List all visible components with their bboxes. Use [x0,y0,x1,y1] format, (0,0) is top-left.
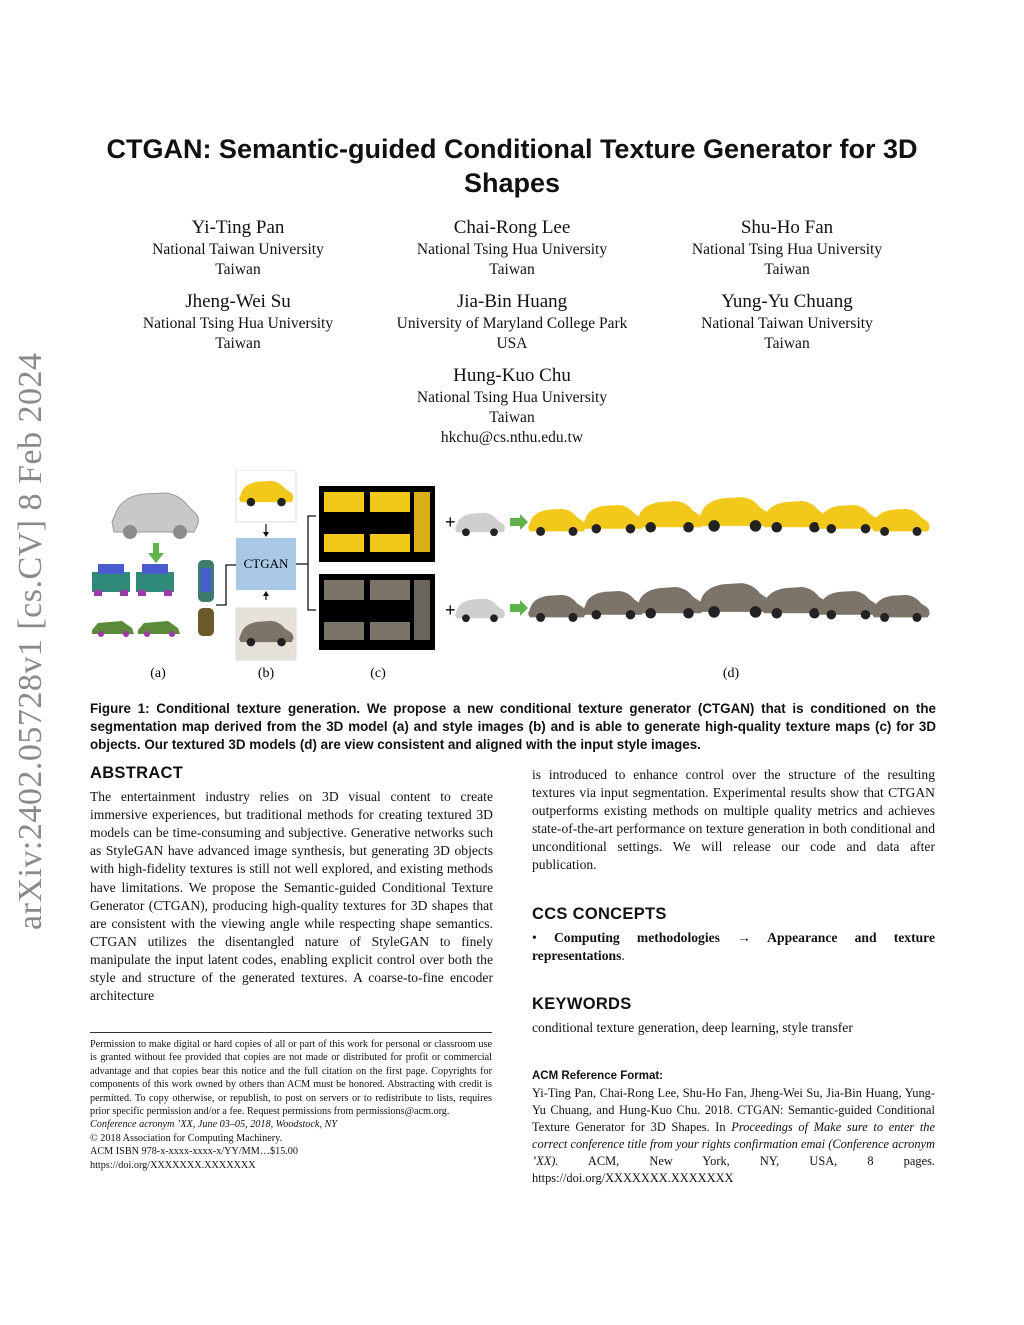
segmentation-map-side-left [92,621,134,637]
isbn-line: ACM ISBN 978-x-xxxx-xxxx-x/YY/MM…$15.00 [90,1146,298,1158]
texture-map-gray [319,574,435,650]
reference-venue: Proceedings of Make sure to enter the correct conference title from your rights confirmation emai (Conference acronym ’XX). [532,1120,935,1169]
author-country: Taiwan [215,261,261,278]
author-affiliation: National Tsing Hua University [416,389,608,406]
abstract-text-left: The entertainment industry relies on 3D visual content to create immersive experiences, but traditional methods for creating textured 3D models can be time-consuming and subjective. Generative networks such as StyleGAN have advanced image synthesis, but generating 3D objects with high-fidelity textures is still not well explored, and existing methods have limitations. We propose the Semantic-guided Conditional Texture Generator (CTGAN), producing high-quality textures for 3D shapes that are consistent with the viewing angle while respecting shape semantics. CTGAN utilizes the disentangled nature of StyleGAN to finely manipulate the input latent codes, enabling explicit control over both the style and structure of the generated textures. A coarse-to-fine encoder architecture [90,789,493,1004]
segmentation-map-bottom [198,608,214,636]
author-block [88,290,388,354]
author-block [637,216,937,280]
left-column [90,764,493,1005]
figure-1 [88,470,938,685]
textured-car-row-gray [528,583,930,622]
reference-text [532,1085,935,1187]
style-arrow-down [263,524,269,537]
reference-heading: ACM Reference Format: [532,1070,663,1083]
author-country: USA [496,335,528,352]
keywords-heading: KEYWORDS [532,994,632,1013]
style-arrow-up [263,591,269,600]
segmentation-map-back [136,564,174,596]
arxiv-sidebar-stamp: arXiv:2402.05728v1 [cs.CV] 8 Feb 2024 [12,352,49,930]
author-country: Taiwan [764,335,810,352]
segmentation-map-top [198,560,214,602]
ctgan-label: CTGAN [243,556,289,571]
connector-line [296,516,316,610]
texture-map-yellow [319,486,435,562]
connector-line [216,565,236,605]
author-affiliation: University of Maryland College Park [396,315,628,332]
panel-label-c: (c) [370,666,386,681]
acm-reference [532,1067,935,1187]
copyright-line: © 2018 Association for Computing Machinery. [90,1132,283,1144]
author-affiliation: National Tsing Hua University [142,315,334,332]
author-name: Yi-Ting Pan [191,217,285,238]
permission-block [90,1038,492,1172]
footnote-divider [90,1032,492,1033]
author-name: Chai-Rong Lee [453,217,571,238]
author-name: Yung-Yu Chuang [721,291,853,312]
abstract-text-right: is introduced to enhance control over the structure of the resulting textures via input segmentation. Experimental results show that CTGAN outperforms existing methods on multiple quality metrics and achieves state-of-the-art performance on texture generation in both conditional and unconditional settings. We will release our code and data after publication. [532,767,935,873]
author-block [88,216,388,280]
author-name: Jia-Bin Huang [456,291,568,312]
paper-title: CTGAN: Semantic-guided Conditional Texture Generator for 3D Shapes [106,134,918,198]
gray-car-model-small [455,513,505,536]
author-block [362,364,662,448]
reference-authors: Yi-Ting Pan, Chai-Rong Lee, Shu-Ho Fan, Jheng-Wei Su, Jia-Bin Huang, Yung-Yu Chuang, and Hung-Kuo Chu. 2018. CTGAN: Semantic-guided Conditional Texture Generator for 3D Shapes. In [532,1086,935,1135]
right-arrow-icon [510,514,528,530]
author-affiliation: National Taiwan University [152,241,324,258]
author-affiliation: National Tsing Hua University [691,241,883,258]
keywords-text: conditional texture generation, deep learning, style transfer [532,1019,853,1035]
abstract-heading: ABSTRACT [90,764,184,782]
style-image-gray-car [236,608,296,660]
textured-car-row-yellow [528,497,930,536]
author-country: Taiwan [489,409,535,426]
author-affiliation: National Tsing Hua University [416,241,608,258]
ccs-bullet: • [532,929,537,945]
author-name: Jheng-Wei Su [185,291,291,312]
author-name: Shu-Ho Fan [740,217,834,238]
author-block [362,290,662,354]
author-country: Taiwan [215,335,261,352]
author-block [637,290,937,354]
plus-sign: + [445,512,456,532]
caption-body: We propose a new conditional texture generator (CTGAN) that is conditioned on the segmentation map derived from the 3D model (a) and style images (b) and is able to generate high-quality texture maps (c) for 3D objects. Our textured 3D models (d) are view consistent and aligned with the input style images. [90,701,936,752]
panel-label-d: (d) [722,666,740,681]
author-country: Taiwan [489,261,535,278]
author-block [362,216,662,280]
right-arrow-icon [510,600,528,616]
segmentation-map-front [92,564,130,596]
right-column [532,766,935,1187]
author-name: Hung-Kuo Chu [453,365,571,386]
gray-car-model-small [455,599,505,622]
segmentation-map-side-right [138,621,180,637]
author-affiliation: National Taiwan University [701,315,873,332]
reference-tail: ACM, New York, NY, USA, 8 pages. https://doi.org/XXXXXXX.XXXXXXX [532,1154,935,1186]
style-image-yellow-car [236,470,296,522]
figure-caption [90,700,936,754]
conference-line: Conference acronym ’XX, June 03–05, 2018, Woodstock, NY [90,1119,338,1131]
panel-label-b: (b) [257,666,275,681]
ccs-heading: CCS CONCEPTS [532,904,667,923]
plus-sign: + [445,600,456,620]
panel-label-a: (a) [150,666,166,681]
ccs-concept [532,929,935,965]
ccs-end: . [621,947,625,963]
permission-text: Permission to make digital or hard copies of all or part of this work for personal or classroom use is granted without fee provided that copies are not made or distributed for profit or commercial advantage and that copies bear this notice and the full citation on the first page. Copyrights for components of this work owned by others than ACM must be honored. Abstracting with credit is permitted. To copy otherwise, or republish, to post on servers or to redistribute to lists, requires prior specific permission and/or a fee. Request permissions from permissions@acm.org. [90,1039,492,1118]
gray-3d-car-model [112,493,199,539]
ccs-concept-text: Computing methodologies → Appearance and texture representations [532,929,935,963]
author-email: hkchu@cs.nthu.edu.tw [440,429,584,446]
down-arrow-icon [148,543,164,563]
doi-line: https://doi.org/XXXXXXX.XXXXXXX [90,1159,256,1171]
author-country: Taiwan [764,261,810,278]
caption-lead: Figure 1: Conditional texture generation. [90,701,361,716]
